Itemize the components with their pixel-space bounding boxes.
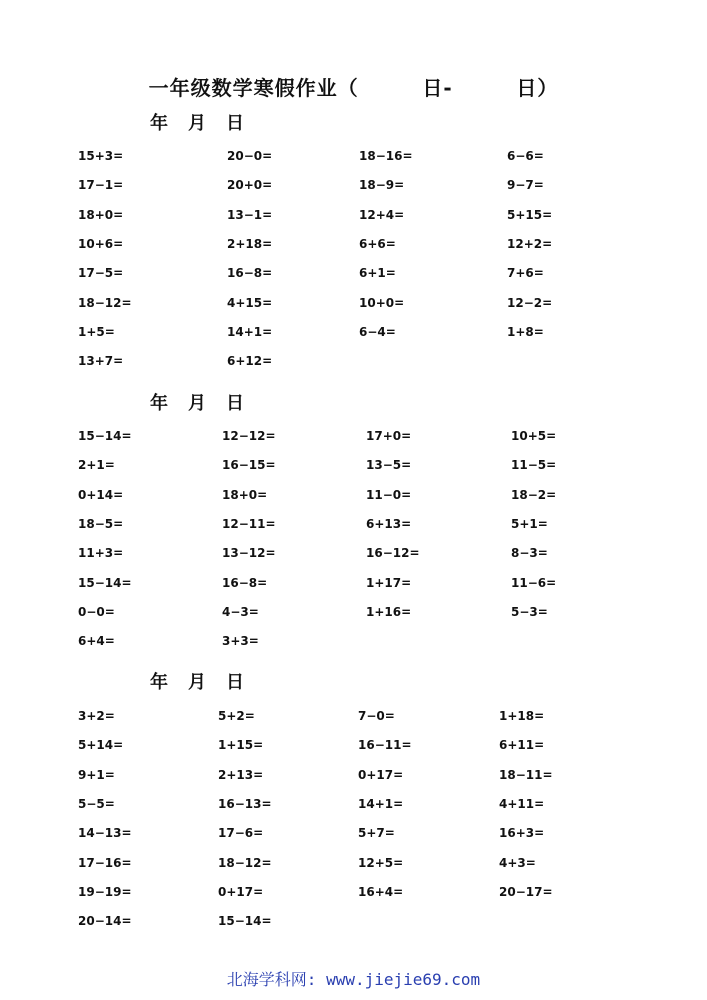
math-problem: 13−5= [366, 458, 412, 473]
math-problem: 20−14= [78, 914, 132, 929]
page-title: 一年级数学寒假作业（ 日- 日） [148, 76, 559, 100]
math-problem: 18−2= [511, 487, 557, 502]
math-problem: 1+15= [218, 738, 264, 753]
math-problem: 18−12= [218, 855, 272, 870]
math-problem: 6+12= [227, 354, 273, 369]
math-problem: 0−0= [78, 604, 115, 619]
math-problem: 18+0= [222, 487, 268, 502]
date-month-label: 月 [188, 393, 206, 414]
math-problem: 6−4= [359, 324, 396, 339]
date-line [150, 389, 244, 415]
math-problem: 6−6= [507, 149, 544, 163]
math-problem: 11+3= [78, 546, 124, 561]
math-problem: 9−7= [507, 178, 544, 193]
math-problem: 1+5= [78, 324, 115, 339]
math-problem: 16−8= [227, 266, 273, 281]
math-problem: 12+2= [507, 236, 553, 251]
math-problem: 12−11= [222, 516, 276, 531]
math-problem: 9+1= [78, 767, 115, 782]
math-problem: 13+7= [78, 354, 124, 369]
math-problem: 3+3= [222, 634, 259, 649]
math-problem: 0+17= [218, 884, 264, 899]
math-problem: 11−0= [366, 487, 412, 502]
math-problem: 3+2= [78, 709, 115, 723]
math-problem: 16+3= [499, 826, 545, 841]
math-problem: 17−5= [78, 266, 124, 281]
math-problem: 19−19= [78, 884, 132, 899]
math-problem: 4+3= [499, 855, 536, 870]
math-problem: 12−12= [222, 429, 276, 443]
math-problem: 12−2= [507, 295, 553, 310]
math-problem: 14+1= [227, 324, 273, 339]
math-problem: 5+14= [78, 738, 124, 753]
math-problem: 16+4= [358, 884, 404, 899]
math-problem: 7+6= [507, 266, 544, 281]
math-problem: 8−3= [511, 546, 548, 561]
math-problem: 14+1= [358, 796, 404, 811]
math-problem: 18−12= [78, 295, 132, 310]
math-problem: 10+6= [78, 236, 124, 251]
date-day-label: 日 [226, 393, 244, 414]
math-problem: 16−12= [366, 546, 420, 561]
date-line [150, 109, 244, 135]
date-day-label: 日 [226, 113, 244, 134]
math-problem: 4+15= [227, 295, 273, 310]
math-problem: 5+15= [507, 207, 553, 222]
math-problem: 1+17= [366, 575, 412, 590]
math-problem: 5+2= [218, 709, 255, 723]
math-problem: 2+13= [218, 767, 264, 782]
math-problem: 6+1= [359, 266, 396, 281]
math-problem: 16−11= [358, 738, 412, 753]
math-problem: 1+8= [507, 324, 544, 339]
math-problem: 10+0= [359, 295, 405, 310]
date-year-label: 年 [150, 393, 168, 414]
math-problem: 12+5= [358, 855, 404, 870]
math-problem: 17−6= [218, 826, 264, 841]
math-problem: 18−11= [499, 767, 553, 782]
math-problem: 6+11= [499, 738, 545, 753]
math-problem: 15−14= [218, 914, 272, 929]
math-problem: 6+6= [359, 236, 396, 251]
math-problem: 4+11= [499, 796, 545, 811]
math-problem: 6+13= [366, 516, 412, 531]
math-problem: 5−3= [511, 604, 548, 619]
math-problem: 2+1= [78, 458, 115, 473]
date-year-label: 年 [150, 672, 168, 693]
math-problem: 18−5= [78, 516, 124, 531]
math-problem: 12+4= [359, 207, 405, 222]
math-problem: 14−13= [78, 826, 132, 841]
math-problem: 15−14= [78, 429, 132, 443]
math-problem: 15−14= [78, 575, 132, 590]
date-day-label: 日 [226, 672, 244, 693]
math-problem: 17+0= [366, 429, 412, 443]
math-problem: 15+3= [78, 149, 124, 163]
math-problem: 1+18= [499, 709, 545, 723]
math-problem: 13−1= [227, 207, 273, 222]
math-problem: 16−15= [222, 458, 276, 473]
date-month-label: 月 [188, 672, 206, 693]
math-problem: 17−1= [78, 178, 124, 193]
date-line [150, 668, 244, 694]
math-problem: 11−6= [511, 575, 557, 590]
math-problem: 20+0= [227, 178, 273, 193]
math-problem: 20−17= [499, 884, 553, 899]
math-problem: 0+17= [358, 767, 404, 782]
math-problem: 18+0= [78, 207, 124, 222]
math-problem: 2+18= [227, 236, 273, 251]
math-problem: 10+5= [511, 429, 557, 443]
math-problem: 5−5= [78, 796, 115, 811]
footer-watermark: 北海学科网: www.jiejie69.com [226, 970, 481, 989]
date-month-label: 月 [188, 113, 206, 134]
math-problem: 16−13= [218, 796, 272, 811]
math-problem: 4−3= [222, 604, 259, 619]
math-problem: 11−5= [511, 458, 557, 473]
math-problem: 5+1= [511, 516, 548, 531]
math-problem: 5+7= [358, 826, 395, 841]
math-problem: 17−16= [78, 855, 132, 870]
math-problem: 16−8= [222, 575, 268, 590]
math-problem: 6+4= [78, 634, 115, 649]
date-year-label: 年 [150, 113, 168, 134]
math-problem: 0+14= [78, 487, 124, 502]
math-problem: 18−9= [359, 178, 405, 193]
math-problem: 13−12= [222, 546, 276, 561]
math-problem: 1+16= [366, 604, 412, 619]
math-problem: 20−0= [227, 149, 273, 163]
math-problem: 18−16= [359, 149, 413, 163]
math-problem: 7−0= [358, 709, 395, 723]
